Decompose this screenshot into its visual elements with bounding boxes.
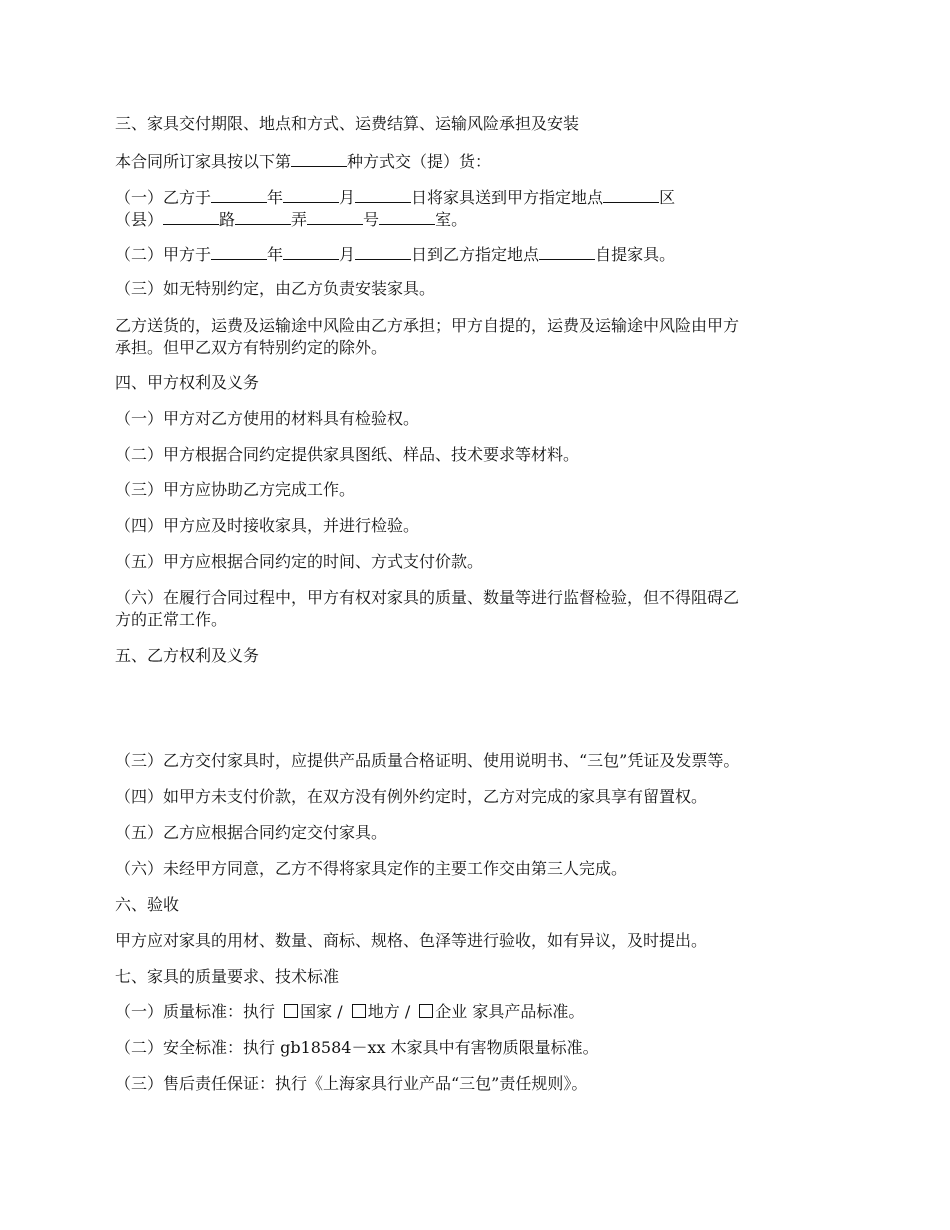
district-blank	[603, 185, 659, 203]
section-7-title: 七、家具的质量要求、技术标准	[115, 967, 340, 986]
item-4-3: （三）甲方应协助乙方完成工作。	[115, 480, 356, 499]
item-4-6-line-1: （六）在履行合同过程中，甲方有权对家具的质量、数量等进行监督检验，但不得阻碍乙	[115, 588, 740, 607]
lane-blank	[235, 207, 291, 225]
delivery-method-line: 本合同所订家具按以下第 种方式交（提）货：	[115, 149, 845, 173]
month-blank	[283, 185, 339, 203]
pickup-place-blank	[539, 242, 595, 260]
pickup-day-blank	[355, 242, 411, 260]
section-5-title: 五、乙方权利及义务	[115, 646, 260, 665]
item-5-6: （六）未经甲方同意，乙方不得将家具定作的主要工作交由第三人完成。	[115, 859, 628, 878]
risk-line-1: 乙方送货的，运费及运输途中风险由乙方承担；甲方自提的，运费及运输途中风险由甲方	[115, 316, 740, 335]
number-blank	[307, 207, 363, 225]
local-checkbox[interactable]	[352, 1004, 366, 1018]
year-blank	[211, 185, 267, 203]
item-3-2: （二）甲方于 年 月 日到乙方指定地点 自提家具。	[115, 242, 845, 266]
item-4-1: （一）甲方对乙方使用的材料具有检验权。	[115, 409, 420, 428]
section-3-title: 三、家具交付期限、地点和方式、运费结算、运输风险承担及安装	[115, 114, 580, 133]
enterprise-checkbox[interactable]	[419, 1004, 433, 1018]
room-blank	[379, 207, 435, 225]
national-checkbox[interactable]	[284, 1004, 298, 1018]
item-4-2: （二）甲方根据合同约定提供家具图纸、样品、技术要求等材料。	[115, 445, 580, 464]
item-4-4: （四）甲方应及时接收家具，并进行检验。	[115, 516, 420, 535]
item-5-5: （五）乙方应根据合同约定交付家具。	[115, 823, 388, 842]
section-6-body: 甲方应对家具的用材、数量、商标、规格、色泽等进行验收，如有异议，及时提出。	[115, 931, 708, 950]
item-5-4: （四）如甲方未支付价款，在双方没有例外约定时，乙方对完成的家具享有留置权。	[115, 787, 708, 806]
item-4-6-line-2: 方的正常工作。	[115, 610, 228, 629]
item-3-1-line-1: （一）乙方于 年 月 日将家具送到甲方指定地点 区	[115, 185, 845, 209]
risk-line-2: 承担。但甲乙双方有特别约定的除外。	[115, 338, 388, 357]
item-3-3: （三）如无特别约定，由乙方负责安装家具。	[115, 279, 436, 298]
pickup-year-blank	[211, 242, 267, 260]
item-4-5: （五）甲方应根据合同约定的时间、方式支付价款。	[115, 552, 484, 571]
item-3-1-line-2: （县） 路 弄 号 室。	[115, 207, 845, 231]
day-blank	[355, 185, 411, 203]
item-5-3: （三）乙方交付家具时，应提供产品质量合格证明、使用说明书、“三包”凭证及发票等。	[115, 751, 740, 770]
method-blank	[291, 149, 347, 167]
item-7-1: （一）质量标准：执行 国家 / 地方 / 企业 家具产品标准。	[115, 1002, 585, 1021]
item-7-2: （二）安全标准：执行 gb18584－xx 木家具中有害物质限量标准。	[115, 1038, 599, 1057]
section-6-title: 六、验收	[115, 895, 180, 914]
pickup-month-blank	[283, 242, 339, 260]
item-7-3: （三）售后责任保证：执行《上海家具行业产品“三包”责任规则》。	[115, 1074, 588, 1093]
road-blank	[163, 207, 219, 225]
section-4-title: 四、甲方权利及义务	[115, 373, 260, 392]
